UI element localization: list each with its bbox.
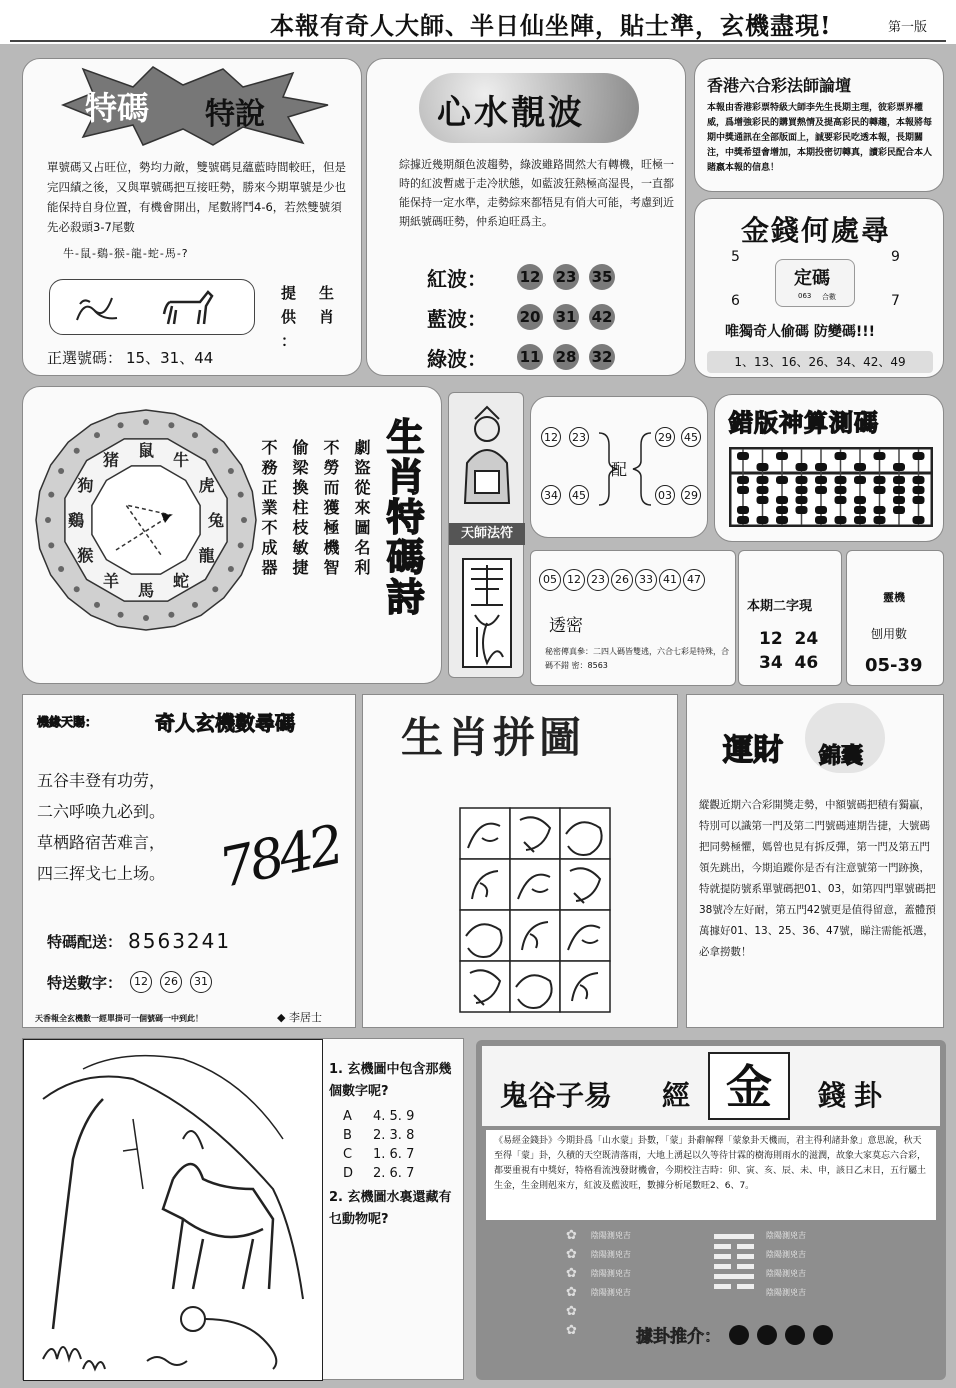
money-corner: 6 [731,293,740,309]
wave-label: 紅波： [427,266,487,291]
abacus-bead [913,476,925,484]
water-wave-panel [366,58,686,376]
abacus-bead [835,496,847,504]
dragon-icon [72,290,122,326]
abacus-bead [893,506,905,514]
picks-value: 15、31、44 [126,349,214,367]
wheel-animal: 龍 [198,546,215,565]
code-value: 8563241 [128,929,232,953]
pair-ball: 45 [569,485,589,505]
abacus-bead [776,496,788,504]
xuanji-poem [37,765,165,889]
push-dot [785,1325,805,1345]
xuanji-digit-row [47,971,212,993]
zodiac-wheel-panel [22,386,442,684]
reveal-panel [530,550,736,686]
abacus-bead [854,496,866,504]
push-label: 據卦推介： [636,1327,721,1347]
number-ball: 20 [517,304,543,330]
poem-col: 不務正業不成器 [259,439,278,579]
abacus-bead [796,496,808,504]
abacus-bead [737,476,749,484]
coin-label: 陰陽測兇吉 [590,1231,631,1240]
riddle-option [343,1107,414,1126]
abacus-panel [714,394,944,542]
master-figure-icon [457,403,517,513]
seal-label: 天師法符 [449,523,525,545]
puzzle-grid [459,807,611,1015]
puzzle-tile [460,859,510,910]
abacus-bead [913,486,925,494]
wave-title: 心水靚波 [437,93,585,133]
wheel-animal: 鷄 [67,511,85,530]
wheel-dot [94,602,100,608]
riddle-option [343,1164,414,1183]
poem-line: 四三挥戈七上场。 [37,864,166,883]
puzzle-tile [510,910,560,961]
abacus-bead [757,496,769,504]
number-ball: 31 [553,304,579,330]
wheel-dot [192,432,198,438]
picks-row [47,347,213,368]
riddle-q1: 1. 玄機圖中包含那幾個數字呢? [329,1062,452,1099]
abacus-bead [815,516,827,524]
pair-ball: 29 [681,485,701,505]
riddle-image [23,1039,323,1381]
abacus-bead [854,476,866,484]
zodiac-image-box [49,279,255,335]
fortune-panel [686,694,944,1028]
wheel-animal: 牛 [172,450,190,470]
coin-row [566,1283,631,1302]
coin-list-left [566,1226,631,1340]
wheel-animal: 狗 [77,476,94,495]
code-label: 特碼配送： [47,932,123,951]
guigu-title-box: 金 [708,1052,790,1120]
money-center-sub-a: 063 [798,292,812,300]
push-dot [813,1325,833,1345]
coin-row [566,1321,631,1340]
puzzle-tile [460,808,510,859]
option-key: C [343,1147,353,1162]
digit-ball: 31 [190,971,212,993]
abacus-title: 錯版神算測碼 [729,408,879,437]
wheel-dot [212,448,218,454]
special-title-b: 特說 [205,97,265,132]
wave-body: 綜據近幾期顏色波趨勢，綠波雖路間然大有轉機，旺極一時的紅波暫處于走冷狀態，如藍波狂熱極高湿畏，一直都能保持一定水準，走勢綜來都牾見有俏大可能，考慮到近期紙號碼旺勢，仲系迫旺爲主。 [399,158,674,228]
abacus-bead [796,463,808,471]
coin-row [566,1302,631,1321]
pair-ball: 29 [655,427,675,447]
abacus-bead [757,516,769,524]
abacus-bead [913,516,925,524]
wheel-dot [48,492,54,498]
special-title-a: 特碼 [85,89,150,127]
wheel-dot [143,419,149,425]
wheel-dot [45,517,51,523]
push-dot [729,1325,749,1345]
reveal-ball: 41 [659,569,681,591]
picks-label: 正選號碼： [47,349,123,367]
coin-row [766,1245,806,1264]
zodiac-wheel [31,405,261,635]
wheel-dot [192,602,198,608]
abacus-bead [757,463,769,471]
abacus-bead [776,452,788,460]
guigu-body: 《易經金錢卦》今期卦爲「山水蒙」卦數，「蒙」卦辭解釋「蒙象卦天機而，君主得利諸卦象」意思說，秋天至得「蒙」卦，久積的天空既清落雨，大地上湧起以久等待甘霖的樹海則雨水的滋潤，故象大家莫忘六合彩，都要重視有中獎好，特格看流洩發財機會，今期校注吉時：卯、寅、亥、辰、未、申，該日乙末日，五行屬土生金，生金則剋來方，紅波及藍波旺，數據分析尾數旺2、6、7。 [486,1130,936,1220]
guigu-title-a: 鬼谷子易 [500,1079,613,1112]
poem-col: 劇盜從來圖名利 [352,439,371,579]
provide-char: 供 [281,308,297,326]
wheel-dot [238,492,244,498]
reveal-ball: 12 [563,569,585,591]
xuanji-footer: 天香報全玄機數一經單掛可一個號碼一中到此！ [35,1014,203,1023]
horse-icon [162,288,216,328]
riddle-options [343,1107,414,1183]
wave-row-blue [427,297,625,337]
abacus-bead [835,486,847,494]
money-center-box [775,259,855,307]
number-ball: 23 [553,264,579,290]
wheel-dot [228,566,234,572]
number-ball: 11 [517,344,543,370]
fortune-title-b: 錦囊 [819,743,864,769]
wheel-animal: 猪 [102,450,120,470]
number-ball: 12 [517,264,543,290]
abacus-bead [776,516,788,524]
talisman-icon [461,557,513,669]
headline: 本報有奇人大師、半日仙坐陣，貼士準，玄機盡現! [270,11,832,40]
coin-row [566,1264,631,1283]
fortune-body: 縱觀近期六合彩開獎走勢，中額號碼把積有獨贏，特別可以識第一門及第二門號碼連期告捷，大號碼把同勢極懼，媽曾也見有拆反彈，第一門及第五門領先跳出，今期追蹤你是否有注意號第一門跡換，特就提防號系單號碼把01、03，如第四門單號碼把38號冷左好耐，第五門42號更是值得留意，蓋體預萬據好01、13、25、36、47號，睇注需能祇選，必拿撈數！ [699,799,936,958]
zodiac-line: 牛-鼠-鷄-猴-龍-蛇-馬-? [63,247,189,260]
riddle-q2: 2. 玄機圖水裏還藏有乜動物呢? [329,1190,452,1227]
wheel-title: 生肖特碼詩 [380,417,425,617]
xuanji-panel [22,694,356,1028]
option-val: 1. 6. 7 [373,1147,415,1162]
option-key: B [343,1128,352,1143]
abacus-bead [737,516,749,524]
coin-label: 陰陽測兇吉 [766,1231,806,1240]
poem-line: 二六呼唤九必到。 [37,802,166,821]
special-code-panel [22,58,362,376]
abacus-bead [874,452,886,460]
abacus-bead [874,476,886,484]
two-digit-title: 本期二字現 [747,599,813,614]
money-numbers: 1、13、16、26、34、42、49 [707,351,933,373]
option-val: 2. 3. 8 [373,1128,415,1143]
abacus-bead [796,506,808,514]
abacus-bead [776,506,788,514]
abacus-bead [815,463,827,471]
abacus-bead [874,516,886,524]
lucky-title-b: 刨用數 [871,627,908,641]
number-ball: 28 [553,344,579,370]
xuanji-tag: 機緣天賜： [37,715,98,729]
xuanji-author: ◆ 李居士 [277,1011,322,1024]
money-slogan: 唯獨奇人偷碼 防變碼!!! [725,324,876,340]
zodiac-char: 肖 [319,308,335,326]
edition-label: 第一版 [888,20,928,35]
zodiac-char: 生 [319,284,335,302]
guigu-title-c: 錢卦 [818,1079,891,1112]
coin-row [566,1226,631,1245]
provide-char: ： [281,332,297,350]
abacus-bead [757,486,769,494]
abacus-bead [854,506,866,514]
abacus-bead [893,476,905,484]
provide-label [281,281,296,353]
provide-char: 提 [281,284,297,302]
abacus-bead [796,476,808,484]
wheel-center [92,466,200,574]
header-bar [0,0,956,44]
reveal-ball: 47 [683,569,705,591]
wave-row-red [427,257,625,297]
coin-icon: ✿ [566,1266,577,1281]
wheel-dot [168,422,174,428]
guigu-panel [476,1040,946,1380]
coin-list-right [766,1226,806,1302]
master-seal-panel [448,392,524,678]
fortune-title-a: 運財 [723,733,783,768]
guigu-header [482,1046,940,1126]
wheel-dot [212,586,218,592]
abacus-bead [835,476,847,484]
wave-list [427,257,625,377]
number-ball: 35 [589,264,615,290]
wheel-dot [118,612,124,618]
wheel-dot [74,448,80,454]
abacus-bead [874,486,886,494]
reveal-balls [539,569,705,591]
riddle-option [343,1126,414,1145]
money-panel [694,198,944,378]
wave-label: 綠波： [427,346,487,371]
abacus-bead [796,486,808,494]
number-ball: 32 [589,344,615,370]
option-val: 4. 5. 9 [373,1109,415,1124]
coin-icon: ✿ [566,1323,577,1338]
two-digit-row2: 34 46 [759,653,819,673]
coin-label: 陰陽測兇吉 [766,1288,806,1297]
puzzle-tile [560,859,610,910]
money-corner: 7 [891,293,900,309]
poem-col: 偷梁換柱枝敏捷 [290,439,309,579]
coin-label: 陰陽測兇吉 [590,1250,631,1259]
xuanji-code-row [47,929,231,953]
coin-icon: ✿ [566,1247,577,1262]
abacus-bead [874,506,886,514]
option-key: A [343,1109,352,1124]
coin-label: 陰陽測兇吉 [766,1250,806,1259]
coin-row [766,1264,806,1283]
abacus-bead [757,476,769,484]
wheel-animal: 蛇 [172,571,190,591]
money-title: 金錢何處尋 [741,214,892,247]
wheel-dot [58,566,64,572]
wheel-animal: 虎 [198,476,215,495]
pairing-panel [530,396,708,538]
abacus-bead [815,486,827,494]
puzzle-title: 生肖拼圖 [401,713,586,762]
abacus-bead [854,463,866,471]
coin-icon: ✿ [566,1228,577,1243]
wheel-animal: 羊 [102,571,120,591]
pair-ball: 23 [569,427,589,447]
pair-mid: 配 [611,460,628,479]
coin-icon: ✿ [566,1304,577,1319]
header-rule [10,40,946,42]
wheel-dot [94,432,100,438]
poem-line: 五谷丰登有功劳， [37,771,166,790]
abacus-bead [913,496,925,504]
xuanji-title: 奇人玄機數尋碼 [155,711,295,735]
wheel-dot [143,615,149,621]
wheel-dot [58,468,64,474]
reveal-secret: 秘密傳真參：二四人碼皆雙逃，六合七彩是特殊，合碼不錯 密：8563 [545,647,729,670]
reveal-ball: 26 [611,569,633,591]
money-corner: 9 [891,249,900,265]
wheel-dot [168,612,174,618]
reveal-ball: 05 [539,569,561,591]
puzzle-tile [460,961,510,1012]
poem-col: 不勞而獲極機智 [321,439,340,579]
digit-ball: 26 [160,971,182,993]
lucky-range: 05-39 [865,655,923,676]
abacus-bead [854,516,866,524]
abacus-icon [729,447,933,527]
pair-ball: 03 [655,485,675,505]
coin-label: 陰陽測兇吉 [590,1288,631,1297]
coin-icon: ✿ [566,1285,577,1300]
wheel-dot [118,422,124,428]
coin-label: 陰陽測兇吉 [590,1269,631,1278]
abacus-bead [776,476,788,484]
digit-ball: 12 [130,971,152,993]
zodiac-label [319,281,334,329]
abacus-bead [815,476,827,484]
coin-row [566,1245,631,1264]
wheel-animal: 兔 [207,511,225,530]
wheel-animal: 鼠 [137,441,155,460]
master-body: 本報由香港彩票特級大師李先生長期主理，彼彩票界權威，爲增強彩民的購買熱情及提高彩民的轉趨，本報將每期中獎通訊在全部版面上，誠要彩民吃透本報，長期關注，中獎希望會增加，本期投密切轉真，讀彩民配合本人賭嬴本報的信息！ [707,103,933,173]
reveal-ball: 33 [635,569,657,591]
option-key: D [343,1166,354,1181]
pair-ball: 12 [541,427,561,447]
poem-line: 草栖路宿苦难言， [37,833,166,852]
wheel-animal: 馬 [137,581,155,600]
puzzle-panel [362,694,678,1028]
abacus-bead [815,506,827,514]
wave-row-green [427,337,625,377]
master-title: 香港六合彩法師論壇 [707,76,852,95]
guigu-title-b: 經 [662,1079,691,1112]
abacus-bead [835,516,847,524]
abacus-bead [737,486,749,494]
pair-ball: 34 [541,485,561,505]
hand-digits: 7842 [213,813,346,900]
abacus-bead [913,452,925,460]
guigu-push-row [636,1322,833,1347]
wheel-animal: 猴 [77,546,94,565]
puzzle-tile [510,859,560,910]
coin-label: 陰陽測兇吉 [766,1269,806,1278]
coin-row [766,1283,806,1302]
option-val: 2. 6. 7 [373,1166,415,1181]
two-digit-row1: 12 24 [759,629,819,649]
hexagram-icon [714,1232,754,1292]
abacus-bead [737,452,749,460]
money-center-sub-b: 合數 [822,293,836,301]
wheel-dot [238,542,244,548]
wave-label: 藍波： [427,306,487,331]
puzzle-tile [510,808,560,859]
riddle-panel [22,1038,464,1380]
pair-ball: 45 [681,427,701,447]
lucky-range-panel [846,550,944,686]
money-center-title: 定碼 [794,268,830,289]
number-ball: 42 [589,304,615,330]
abacus-bead [893,486,905,494]
master-forum-panel [694,58,944,192]
puzzle-tile [560,961,610,1012]
special-body: 單號碼又占旺位，勢均力敵，雙號碼見蘊藍時間較旺，但是完四績之後，又與單號碼把互接旺勢，勝來今期單號是少也能保持自身位置，有機會開出，尾數將鬥4-6，若然雙號須先必殺頭3-7尾數 [47,160,346,234]
abacus-bead [893,463,905,471]
coin-row [766,1226,806,1245]
digit-label: 特送數字： [47,973,123,992]
wheel-dot [48,542,54,548]
abacus-bead [893,496,905,504]
abacus-bead [835,452,847,460]
wheel-dot [241,517,247,523]
wheel-dot [74,586,80,592]
riddle-option [343,1145,414,1164]
push-dot [757,1325,777,1345]
money-corner: 5 [731,249,740,265]
puzzle-tile [560,910,610,961]
reveal-ball: 23 [587,569,609,591]
two-digit-panel [738,550,842,686]
wheel-poem [257,439,373,639]
lucky-title-a: 靈機 [883,591,905,604]
abacus-bead [737,506,749,514]
wheel-dot [228,468,234,474]
reveal-label: 透密 [549,616,583,636]
